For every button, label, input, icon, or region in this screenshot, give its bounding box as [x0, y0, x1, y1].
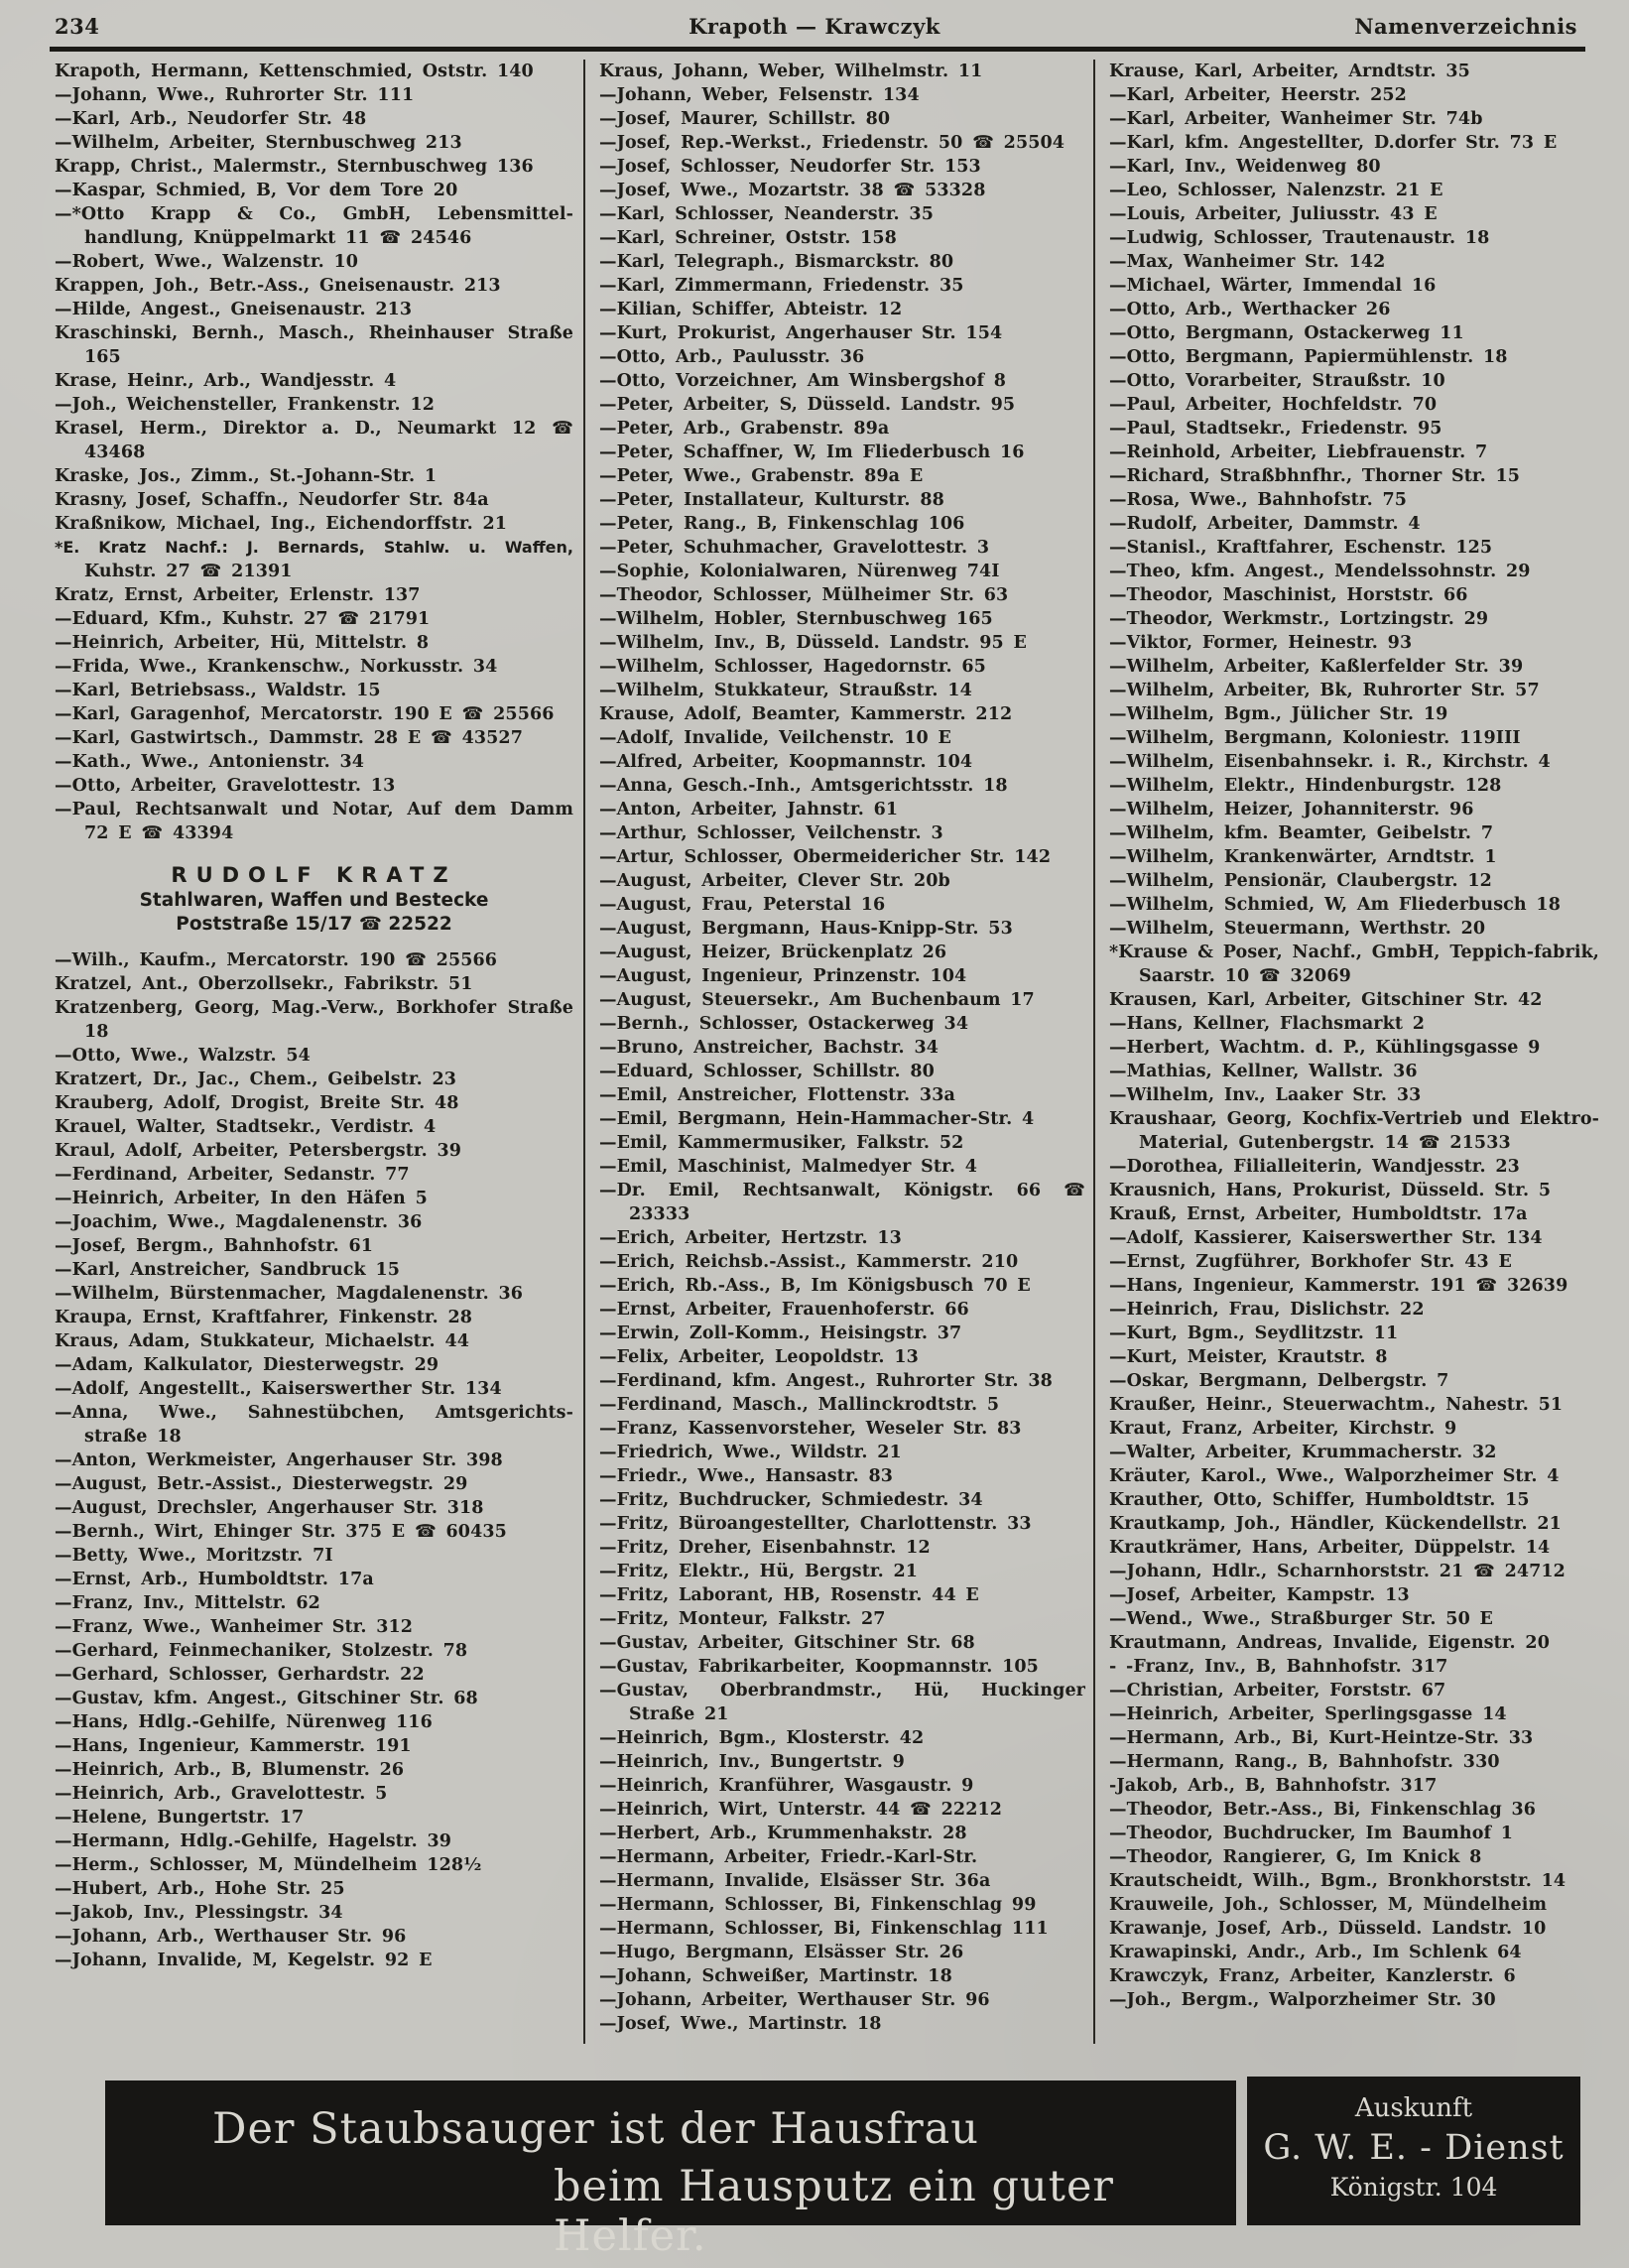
directory-entry: —Heinrich, Wirt, Unterstr. 44 ☎ 22212: [599, 1800, 1003, 1820]
directory-entry: —August, Frau, Peterstal 16: [599, 895, 886, 915]
directory-entry: —Heinrich, Frau, Dislichstr. 22: [1109, 1300, 1425, 1320]
directory-entry: —Mathias, Kellner, Wallstr. 36: [1109, 1062, 1418, 1081]
directory-entry: —Theodor, Buchdrucker, Im Baumhof 1: [1109, 1824, 1514, 1843]
directory-entry: —Josef, Maurer, Schillstr. 80: [599, 109, 891, 129]
directory-entry: —Otto, Bergmann, Papiermühlenstr. 18: [1109, 347, 1508, 367]
directory-entry: —Michael, Wärter, Immendal 16: [1109, 276, 1437, 296]
directory-entry: —Theodor, Rangierer, G, Im Knick 8: [1109, 1847, 1482, 1867]
directory-entry: Kräuter, Karol., Wwe., Walporzheimer Str. 4: [1109, 1466, 1560, 1486]
directory-entry: —Karl, Arb., Neudorfer Str. 48: [55, 109, 367, 129]
directory-entry: —Felix, Arbeiter, Leopoldstr. 13: [599, 1347, 919, 1367]
directory-entry: —Walter, Arbeiter, Krummacherstr. 32: [1109, 1443, 1497, 1462]
directory-entry: —Gustav, Arbeiter, Gitschiner Str. 68: [599, 1633, 975, 1653]
directory-entry: —Adolf, Kassierer, Kaiserswerther Str. 134: [1109, 1228, 1543, 1248]
directory-entry: —Gerhard, Schlosser, Gerhardstr. 22: [55, 1665, 425, 1685]
directory-entry: —Wilhelm, Hobler, Sternbuschweg 165: [599, 609, 993, 629]
directory-entry: Kratz, Ernst, Arbeiter, Erlenstr. 137: [55, 585, 421, 605]
directory-entry: —Viktor, Former, Heinestr. 93: [1109, 633, 1413, 653]
directory-entry: *E. Kratz Nachf.: J. Bernards, Stahlw. u. Waffen, Kuhstr. 27 ☎ 21391: [55, 538, 573, 581]
directory-entry: Kratzel, Ant., Oberzollsekr., Fabrikstr. 51: [55, 974, 473, 994]
directory-entry: —Kurt, Prokurist, Angerhauser Str. 154: [599, 323, 1003, 343]
directory-entry: Kraul, Adolf, Arbeiter, Petersbergstr. 39: [55, 1141, 462, 1161]
directory-entry: —Franz, Kassenvorsteher, Weseler Str. 83: [599, 1419, 1022, 1439]
directory-entry: —*Otto Krapp & Co., GmbH, Lebensmittel-handlung, Knüppelmarkt 11 ☎ 24546: [55, 204, 573, 248]
directory-entry: —August, Ingenieur, Prinzenstr. 104: [599, 966, 967, 986]
directory-entry: —August, Bergmann, Haus-Knipp-Str. 53: [599, 919, 1013, 939]
directory-entry: —August, Steuersekr., Am Buchenbaum 17: [599, 990, 1035, 1010]
directory-entry: —Wilhelm, Schmied, W, Am Fliederbusch 18: [1109, 895, 1561, 915]
directory-entry: —Wilhelm, Bergmann, Koloniestr. 119III: [1109, 728, 1521, 748]
directory-entry: Kraushaar, Georg, Kochfix-Vertrieb und Elektro-Material, Gutenbergstr. 14 ☎ 21533: [1109, 1109, 1599, 1153]
directory-entry: —Anna, Wwe., Sahnestübchen, Amtsgerichts-straße 18: [55, 1403, 573, 1447]
directory-entry: Krausnich, Hans, Prokurist, Düsseld. Str. 5: [1109, 1181, 1552, 1200]
directory-entry: —Franz, Wwe., Wanheimer Str. 312: [55, 1617, 414, 1637]
directory-entry: —Paul, Stadtsekr., Friedenstr. 95: [1109, 419, 1442, 439]
directory-entry: —Bernh., Wirt, Ehinger Str. 375 E ☎ 60435: [55, 1522, 507, 1542]
directory-entry: —Wilhelm, Steuermann, Werthstr. 20: [1109, 919, 1486, 939]
directory-entry: —Gustav, kfm. Angest., Gitschiner Str. 68: [55, 1689, 478, 1708]
directory-entry: —Wilhelm, Eisenbahnsekr. i. R., Kirchstr. 4: [1109, 752, 1551, 772]
directory-entry: —Ferdinand, Masch., Mallinckrodtstr. 5: [599, 1395, 1000, 1415]
directory-entry: Krapoth, Hermann, Kettenschmied, Oststr. 140: [55, 62, 534, 81]
directory-entry: —Johann, Hdlr., Scharnhorststr. 21 ☎ 24712: [1109, 1562, 1566, 1581]
directory-entry: —Frida, Wwe., Krankenschw., Norkusstr. 34: [55, 657, 498, 677]
directory-entry: —Theodor, Maschinist, Horststr. 66: [1109, 585, 1468, 605]
directory-entry: Krautkamp, Joh., Händler, Kückendellstr. 21: [1109, 1514, 1562, 1534]
directory-entry: —Anton, Werkmeister, Angerhauser Str. 398: [55, 1450, 503, 1470]
directory-entry: —Anna, Gesch.-Inh., Amtsgerichtsstr. 18: [599, 776, 1008, 796]
directory-entry: —Hilde, Angest., Gneisenaustr. 213: [55, 300, 413, 319]
directory-entry: —Friedr., Wwe., Hansastr. 83: [599, 1466, 894, 1486]
directory-entry: —Josef, Arbeiter, Kampstr. 13: [1109, 1585, 1410, 1605]
directory-entry: —Ernst, Zugführer, Borkhofer Str. 43 E: [1109, 1252, 1512, 1272]
directory-entry: —Fritz, Büroangestellter, Charlottenstr. 33: [599, 1514, 1032, 1534]
directory-entry: —Emil, Kammermusiker, Falkstr. 52: [599, 1133, 964, 1153]
directory-entry: —Emil, Maschinist, Malmedyer Str. 4: [599, 1157, 977, 1177]
directory-entry: —Emil, Anstreicher, Flottenstr. 33a: [599, 1085, 955, 1105]
directory-entry: —Josef, Wwe., Martinstr. 18: [599, 2014, 882, 2034]
directory-entry: —Paul, Rechtsanwalt und Notar, Auf dem Damm 72 E ☎ 43394: [55, 800, 573, 843]
directory-entry: —Wilhelm, Schlosser, Hagedornstr. 65: [599, 657, 986, 677]
directory-entry: —Stanisl., Kraftfahrer, Eschenstr. 125: [1109, 538, 1493, 558]
directory-entry: —Kurt, Meister, Krautstr. 8: [1109, 1347, 1388, 1367]
directory-entry: —Johann, Invalide, M, Kegelstr. 92 E: [55, 1951, 433, 1970]
directory-entry: —Richard, Straßbhnfhr., Thorner Str. 15: [1109, 466, 1521, 486]
section-title: Namenverzeichnis: [1354, 14, 1577, 39]
directory-entry: —Johann, Weber, Felsenstr. 134: [599, 85, 920, 105]
directory-entry: —Wilh., Kaufm., Mercatorstr. 190 ☎ 25566: [55, 950, 498, 970]
directory-entry: —Joachim, Wwe., Magdalenenstr. 36: [55, 1212, 423, 1232]
directory-entry: —Fritz, Dreher, Eisenbahnstr. 12: [599, 1538, 931, 1558]
directory-entry: Krase, Heinr., Arb., Wandjesstr. 4: [55, 371, 397, 391]
directory-entry: —Rosa, Wwe., Bahnhofstr. 75: [1109, 490, 1408, 510]
advertisement-vacuum-line1: Der Staubsauger ist der Hausfrau: [212, 2104, 979, 2154]
directory-entry: —August, Arbeiter, Clever Str. 20b: [599, 871, 950, 891]
directory-entry: Krause, Adolf, Beamter, Kammerstr. 212: [599, 704, 1013, 724]
directory-entry: —Theodor, Werkmstr., Lortzingstr. 29: [1109, 609, 1489, 629]
directory-entry: —Josef, Bergm., Bahnhofstr. 61: [55, 1236, 374, 1256]
directory-entry: Krautscheidt, Wilh., Bgm., Bronkhorststr. 14: [1109, 1871, 1566, 1891]
directory-entry: —Otto, Wwe., Walzstr. 54: [55, 1046, 311, 1066]
directory-entry: —Wilhelm, Inv., Laaker Str. 33: [1109, 1085, 1422, 1105]
directory-entry: —Karl, kfm. Angestellter, D.dorfer Str. 73 E: [1109, 133, 1558, 153]
directory-entry: —Artur, Schlosser, Obermeidericher Str. 142: [599, 847, 1052, 867]
directory-entry: —Bruno, Anstreicher, Bachstr. 34: [599, 1038, 939, 1058]
directory-entry: —Theodor, Schlosser, Mülheimer Str. 63: [599, 585, 1009, 605]
directory-entry: —Anton, Arbeiter, Jahnstr. 61: [599, 800, 899, 819]
directory-entry: —Gustav, Oberbrandmstr., Hü, Huckinger Straße 21: [599, 1681, 1085, 1724]
directory-entry: —Eduard, Schlosser, Schillstr. 80: [599, 1062, 935, 1081]
directory-entry: —Paul, Arbeiter, Hochfeldstr. 70: [1109, 395, 1438, 415]
directory-entry: —Fritz, Laborant, HB, Rosenstr. 44 E: [599, 1585, 979, 1605]
directory-entry: —Joh., Weichensteller, Frankenstr. 12: [55, 395, 435, 415]
directory-entry: —Wilhelm, Arbeiter, Sternbuschweg 213: [55, 133, 462, 153]
directory-entry: Krasel, Herm., Direktor a. D., Neumarkt 12 ☎ 43468: [55, 419, 573, 462]
directory-entry: —Karl, Betriebsass., Waldstr. 15: [55, 681, 381, 700]
directory-entry: —Wilhelm, Bürstenmacher, Magdalenenstr. 36: [55, 1284, 524, 1304]
directory-entry: —Helene, Bungertstr. 17: [55, 1808, 305, 1827]
directory-entry: —Bernh., Schlosser, Ostackerweg 34: [599, 1014, 969, 1034]
directory-column-1: [55, 60, 583, 1972]
directory-entry: *Krause & Poser, Nachf., GmbH, Teppich-fabrik, Saarstr. 10 ☎ 32069: [1109, 943, 1599, 986]
directory-entry: —Johann, Arbeiter, Werthauser Str. 96: [599, 1990, 990, 2010]
directory-entry: —Peter, Wwe., Grabenstr. 89a E: [599, 466, 924, 486]
directory-entry: —Otto, Bergmann, Ostackerweg 11: [1109, 323, 1464, 343]
directory-entry: —Karl, Zimmermann, Friedenstr. 35: [599, 276, 964, 296]
directory-entry: —Herbert, Wachtm. d. P., Kühlingsgasse 9: [1109, 1038, 1541, 1058]
directory-entry: —Hans, Ingenieur, Kammerstr. 191 ☎ 32639: [1109, 1276, 1568, 1296]
directory-column-2: [583, 60, 1093, 2044]
directory-entry: —Wilhelm, Elektr., Hindenburgstr. 128: [1109, 776, 1502, 796]
directory-entry: -Jakob, Arb., B, Bahnhofstr. 317: [1109, 1776, 1438, 1796]
directory-entry: —Otto, Arb., Paulusstr. 36: [599, 347, 865, 367]
directory-entry: —Fritz, Buchdrucker, Schmiedestr. 34: [599, 1490, 983, 1510]
directory-entry: —Heinrich, Arbeiter, Hü, Mittelstr. 8: [55, 633, 430, 653]
inline-ad-name: RUDOLF KRATZ: [171, 863, 457, 887]
directory-entry: —Peter, Rang., B, Finkenschlag 106: [599, 514, 965, 534]
advertisement-gwe-dienst: [1247, 2077, 1580, 2225]
directory-entry: —Gerhard, Feinmechaniker, Stolzestr. 78: [55, 1641, 468, 1661]
directory-entry: —Johann, Arb., Werthauser Str. 96: [55, 1927, 407, 1947]
directory-entry: —Karl, Telegraph., Bismarckstr. 80: [599, 252, 954, 272]
directory-entry: —Heinrich, Arb., Gravelottestr. 5: [55, 1784, 388, 1804]
directory-entry: Krautmann, Andreas, Invalide, Eigenstr. 20: [1109, 1633, 1550, 1653]
directory-entry: —Karl, Inv., Weidenweg 80: [1109, 157, 1381, 177]
directory-entry: —Hermann, Arbeiter, Friedr.-Karl-Str.: [599, 1847, 978, 1867]
directory-entry: —Karl, Arbeiter, Wanheimer Str. 74b: [1109, 109, 1483, 129]
directory-entry: Krauberg, Adolf, Drogist, Breite Str. 48: [55, 1093, 459, 1113]
directory-entry: —Johann, Wwe., Ruhrorter Str. 111: [55, 85, 415, 105]
directory-entry: —Kurt, Bgm., Seydlitzstr. 11: [1109, 1323, 1399, 1343]
directory-entry: —Robert, Wwe., Walzenstr. 10: [55, 252, 359, 272]
directory-entry: —Wend., Wwe., Straßburger Str. 50 E: [1109, 1609, 1493, 1629]
directory-entry: —Ludwig, Schlosser, Trautenaustr. 18: [1109, 228, 1490, 248]
directory-entry: Krautkrämer, Hans, Arbeiter, Düppelstr. 14: [1109, 1538, 1551, 1558]
directory-entry: Krause, Karl, Arbeiter, Arndtstr. 35: [1109, 62, 1470, 81]
directory-entry: —Max, Wanheimer Str. 142: [1109, 252, 1386, 272]
directory-entry: - -Franz, Inv., B, Bahnhofstr. 317: [1109, 1657, 1448, 1677]
directory-entry: —Wilhelm, Pensionär, Claubergstr. 12: [1109, 871, 1492, 891]
directory-entry: —Wilhelm, Arbeiter, Kaßlerfelder Str. 39: [1109, 657, 1524, 677]
directory-entry: —Heinrich, Kranführer, Wasgaustr. 9: [599, 1776, 974, 1796]
page-title: Krapoth — Krawczyk: [689, 14, 940, 39]
directory-entry: Krauel, Walter, Stadtsekr., Verdistr. 4: [55, 1117, 437, 1137]
advertisement-gwe-line1: Auskunft: [1354, 2093, 1473, 2123]
advertisement-vacuum-line2: beim Hausputz ein guter Helfer.: [554, 2162, 1114, 2261]
directory-column-3: [1093, 60, 1601, 2044]
directory-entry: —Josef, Schlosser, Neudorfer Str. 153: [599, 157, 981, 177]
directory-entry: —Wilhelm, Inv., B, Düsseld. Landstr. 95 E: [599, 633, 1027, 653]
directory-entry: —Kaspar, Schmied, B, Vor dem Tore 20: [55, 181, 458, 200]
directory-entry: —Erich, Reichsb.-Assist., Kammerstr. 210: [599, 1252, 1019, 1272]
directory-entry: —Heinrich, Bgm., Klosterstr. 42: [599, 1728, 925, 1748]
directory-entry: —Gustav, Fabrikarbeiter, Koopmannstr. 105: [599, 1657, 1039, 1677]
directory-entry: —Otto, Vorarbeiter, Straußstr. 10: [1109, 371, 1445, 391]
directory-entry: —Hermann, Rang., B, Bahnhofstr. 330: [1109, 1752, 1500, 1772]
directory-entry: —Peter, Installateur, Kulturstr. 88: [599, 490, 944, 510]
directory-entry: —Hans, Ingenieur, Kammerstr. 191: [55, 1736, 412, 1756]
advertisement-gwe-line3: Königstr. 104: [1329, 2173, 1498, 2202]
directory-entry: —Fritz, Elektr., Hü, Bergstr. 21: [599, 1562, 919, 1581]
directory-entry: —Oskar, Bergmann, Delbergstr. 7: [1109, 1371, 1449, 1391]
directory-entry: —Erich, Arbeiter, Hertzstr. 13: [599, 1228, 902, 1248]
directory-entry: Krauther, Otto, Schiffer, Humboldtstr. 15: [1109, 1490, 1530, 1510]
directory-entry: Krawczyk, Franz, Arbeiter, Kanzlerstr. 6: [1109, 1966, 1516, 1986]
directory-entry: Kraschinski, Bernh., Masch., Rheinhauser Straße 165: [55, 323, 573, 367]
directory-entry: —Fritz, Monteur, Falkstr. 27: [599, 1609, 886, 1629]
directory-entry: —Theo, kfm. Angest., Mendelssohnstr. 29: [1109, 562, 1531, 581]
directory-entry: —August, Betr.-Assist., Diesterwegstr. 29: [55, 1474, 468, 1494]
directory-entry: —Hans, Kellner, Flachsmarkt 2: [1109, 1014, 1425, 1034]
directory-entry: —Ernst, Arbeiter, Frauenhoferstr. 66: [599, 1300, 969, 1320]
directory-entry: —Hans, Hdlg.-Gehilfe, Nürenweg 116: [55, 1712, 433, 1732]
directory-entry: —Hubert, Arb., Hohe Str. 25: [55, 1879, 345, 1899]
directory-entry: —Hugo, Bergmann, Elsässer Str. 26: [599, 1943, 964, 1962]
directory-entry: —Reinhold, Arbeiter, Liebfrauenstr. 7: [1109, 442, 1488, 462]
directory-entry: —Hermann, Hdlg.-Gehilfe, Hagelstr. 39: [55, 1831, 452, 1851]
directory-entry: Kraßnikow, Michael, Ing., Eichendorffstr. 21: [55, 514, 508, 534]
directory-entry: Kraske, Jos., Zimm., St.-Johann-Str. 1: [55, 466, 438, 486]
directory-entry: —August, Drechsler, Angerhauser Str. 318: [55, 1498, 484, 1518]
directory-entry: —Louis, Arbeiter, Juliusstr. 43 E: [1109, 204, 1438, 224]
directory-entry: Krawapinski, Andr., Arb., Im Schlenk 64: [1109, 1943, 1522, 1962]
directory-entry: Kraus, Adam, Stukkateur, Michaelstr. 44: [55, 1331, 469, 1351]
directory-entry: —Christian, Arbeiter, Forststr. 67: [1109, 1681, 1446, 1701]
directory-entry: —Emil, Bergmann, Hein-Hammacher-Str. 4: [599, 1109, 1035, 1129]
directory-entry: —Heinrich, Arb., B, Blumenstr. 26: [55, 1760, 405, 1780]
page-number: 234: [55, 14, 100, 39]
directory-entry: —Peter, Arb., Grabenstr. 89a: [599, 419, 890, 439]
directory-entry: —Heinrich, Arbeiter, In den Häfen 5: [55, 1189, 428, 1208]
directory-entry: Kraußer, Heinr., Steuerwachtm., Nahestr. 51: [1109, 1395, 1564, 1415]
inline-ad-line3: Poststraße 15/17 ☎ 22522: [176, 914, 452, 935]
directory-entry: —Herm., Schlosser, M, Mündelheim 128½: [55, 1855, 482, 1875]
directory-entry: —Dr. Emil, Rechtsanwalt, Königstr. 66 ☎ 23333: [599, 1181, 1085, 1224]
inline-ad-rudolf-kratz: [55, 861, 573, 937]
directory-entry: —August, Heizer, Brückenplatz 26: [599, 943, 947, 962]
directory-entry: —Erwin, Zoll-Komm., Heisingstr. 37: [599, 1323, 962, 1343]
directory-entry: Krauß, Ernst, Arbeiter, Humboldtstr. 17a: [1109, 1204, 1528, 1224]
directory-entry: Kratzenberg, Georg, Mag.-Verw., Borkhofer Straße 18: [55, 998, 573, 1042]
directory-entry: —Karl, Gastwirtsch., Dammstr. 28 E ☎ 43527: [55, 728, 523, 748]
directory-entry: —Otto, Vorzeichner, Am Winsbergshof 8: [599, 371, 1007, 391]
directory-entry: —Franz, Inv., Mittelstr. 62: [55, 1593, 320, 1613]
inline-ad-line2: Stahlwaren, Waffen und Bestecke: [139, 890, 489, 911]
directory-entry: —Eduard, Kfm., Kuhstr. 27 ☎ 21791: [55, 609, 431, 629]
directory-entry: —Dorothea, Filialleiterin, Wandjesstr. 23: [1109, 1157, 1520, 1177]
directory-entry: —Wilhelm, Stukkateur, Straußstr. 14: [599, 681, 972, 700]
directory-entry-bold-head: *E. Kratz Nachf.: J. Bernards, Stahlw. u. Waffen,: [55, 538, 573, 557]
directory-entry: —Hermann, Invalide, Elsässer Str. 36a: [599, 1871, 991, 1891]
directory-entry: —Heinrich, Arbeiter, Sperlingsgasse 14: [1109, 1704, 1507, 1724]
directory-entry: Krapp, Christ., Malermstr., Sternbuschweg 136: [55, 157, 534, 177]
directory-entry: —Otto, Arb., Werthacker 26: [1109, 300, 1391, 319]
directory-columns: [55, 60, 1602, 2044]
directory-entry: —Wilhelm, Heizer, Johanniterstr. 96: [1109, 800, 1474, 819]
directory-entry: —Adolf, Invalide, Veilchenstr. 10 E: [599, 728, 951, 748]
directory-entry: —Peter, Schuhmacher, Gravelottestr. 3: [599, 538, 990, 558]
directory-entry: —Hermann, Arb., Bi, Kurt-Heintze-Str. 33: [1109, 1728, 1534, 1748]
advertisement-vacuum: [105, 2080, 1236, 2261]
directory-entry: —Herbert, Arb., Krummenhakstr. 28: [599, 1824, 967, 1843]
directory-entry: —Josef, Rep.-Werkst., Friedenstr. 50 ☎ 25504: [599, 133, 1065, 153]
directory-entry: —Kath., Wwe., Antonienstr. 34: [55, 752, 365, 772]
directory-entry: —Ernst, Arb., Humboldtstr. 17a: [55, 1570, 374, 1589]
directory-entry: —Peter, Arbeiter, S, Düsseld. Landstr. 95: [599, 395, 1016, 415]
directory-entry: —Erich, Rb.-Ass., B, Im Königsbusch 70 E: [599, 1276, 1031, 1296]
directory-entry: —Leo, Schlosser, Nalenzstr. 21 E: [1109, 181, 1443, 200]
directory-entry: Kraus, Johann, Weber, Wilhelmstr. 11: [599, 62, 983, 81]
directory-entry: —Jakob, Inv., Plessingstr. 34: [55, 1903, 343, 1923]
directory-entry: —Wilhelm, Bgm., Jülicher Str. 19: [1109, 704, 1448, 724]
directory-entry: Krawanje, Josef, Arb., Düsseld. Landstr. 10: [1109, 1919, 1547, 1939]
directory-entry: —Ferdinand, kfm. Angest., Ruhrorter Str. 38: [599, 1371, 1053, 1391]
directory-entry: Kratzert, Dr., Jac., Chem., Geibelstr. 23: [55, 1070, 457, 1089]
directory-entry: —Johann, Schweißer, Martinstr. 18: [599, 1966, 952, 1986]
directory-entry: —Wilhelm, kfm. Beamter, Geibelstr. 7: [1109, 823, 1494, 843]
directory-entry: Kraupa, Ernst, Kraftfahrer, Finkenstr. 28: [55, 1308, 473, 1327]
directory-entry: —Alfred, Arbeiter, Koopmannstr. 104: [599, 752, 973, 772]
directory-entry: —Heinrich, Inv., Bungertstr. 9: [599, 1752, 905, 1772]
directory-entry: —Rudolf, Arbeiter, Dammstr. 4: [1109, 514, 1421, 534]
directory-entry: —Hermann, Schlosser, Bi, Finkenschlag 111: [599, 1919, 1049, 1939]
directory-entry: Kraut, Franz, Arbeiter, Kirchstr. 9: [1109, 1419, 1457, 1439]
directory-entry: —Otto, Arbeiter, Gravelottestr. 13: [55, 776, 396, 796]
directory-entry: —Karl, Arbeiter, Heerstr. 252: [1109, 85, 1407, 105]
directory-entry: —Hermann, Schlosser, Bi, Finkenschlag 99: [599, 1895, 1037, 1915]
directory-entry: —Adam, Kalkulator, Diesterwegstr. 29: [55, 1355, 439, 1375]
directory-entry: —Betty, Wwe., Moritzstr. 7I: [55, 1546, 333, 1566]
directory-entry: —Karl, Schreiner, Oststr. 158: [599, 228, 897, 248]
directory-entry: —Wilhelm, Arbeiter, Bk, Ruhrorter Str. 57: [1109, 681, 1540, 700]
directory-entry: —Joh., Bergm., Walporzheimer Str. 30: [1109, 1990, 1496, 2010]
header-rule: [50, 47, 1585, 52]
directory-entry: —Arthur, Schlosser, Veilchenstr. 3: [599, 823, 943, 843]
directory-entry: —Kilian, Schiffer, Abteistr. 12: [599, 300, 903, 319]
directory-entry: —Adolf, Angestellt., Kaiserswerther Str. 134: [55, 1379, 502, 1399]
directory-entry: Krappen, Joh., Betr.-Ass., Gneisenaustr. 213: [55, 276, 501, 296]
directory-entry: —Friedrich, Wwe., Wildstr. 21: [599, 1443, 902, 1462]
directory-entry: Krauweile, Joh., Schlosser, M, Mündelheim: [1109, 1895, 1548, 1915]
directory-entry: Krasny, Josef, Schaffn., Neudorfer Str. 84a: [55, 490, 489, 510]
directory-entry: —Ferdinand, Arbeiter, Sedanstr. 77: [55, 1165, 410, 1185]
directory-entry: —Theodor, Betr.-Ass., Bi, Finkenschlag 36: [1109, 1800, 1537, 1820]
directory-entry: Krausen, Karl, Arbeiter, Gitschiner Str. 42: [1109, 990, 1543, 1010]
directory-entry: —Karl, Garagenhof, Mercatorstr. 190 E ☎ 25566: [55, 704, 555, 724]
directory-entry: —Karl, Schlosser, Neanderstr. 35: [599, 204, 934, 224]
directory-entry: —Sophie, Kolonialwaren, Nürenweg 74I: [599, 562, 1000, 581]
directory-entry: —Josef, Wwe., Mozartstr. 38 ☎ 53328: [599, 181, 986, 200]
directory-entry: —Peter, Schaffner, W, Im Fliederbusch 16: [599, 442, 1025, 462]
directory-entry: —Karl, Anstreicher, Sandbruck 15: [55, 1260, 401, 1280]
directory-entry: —Wilhelm, Krankenwärter, Arndtstr. 1: [1109, 847, 1497, 867]
advertisement-gwe-line2: G. W. E. - Dienst: [1263, 2128, 1565, 2168]
